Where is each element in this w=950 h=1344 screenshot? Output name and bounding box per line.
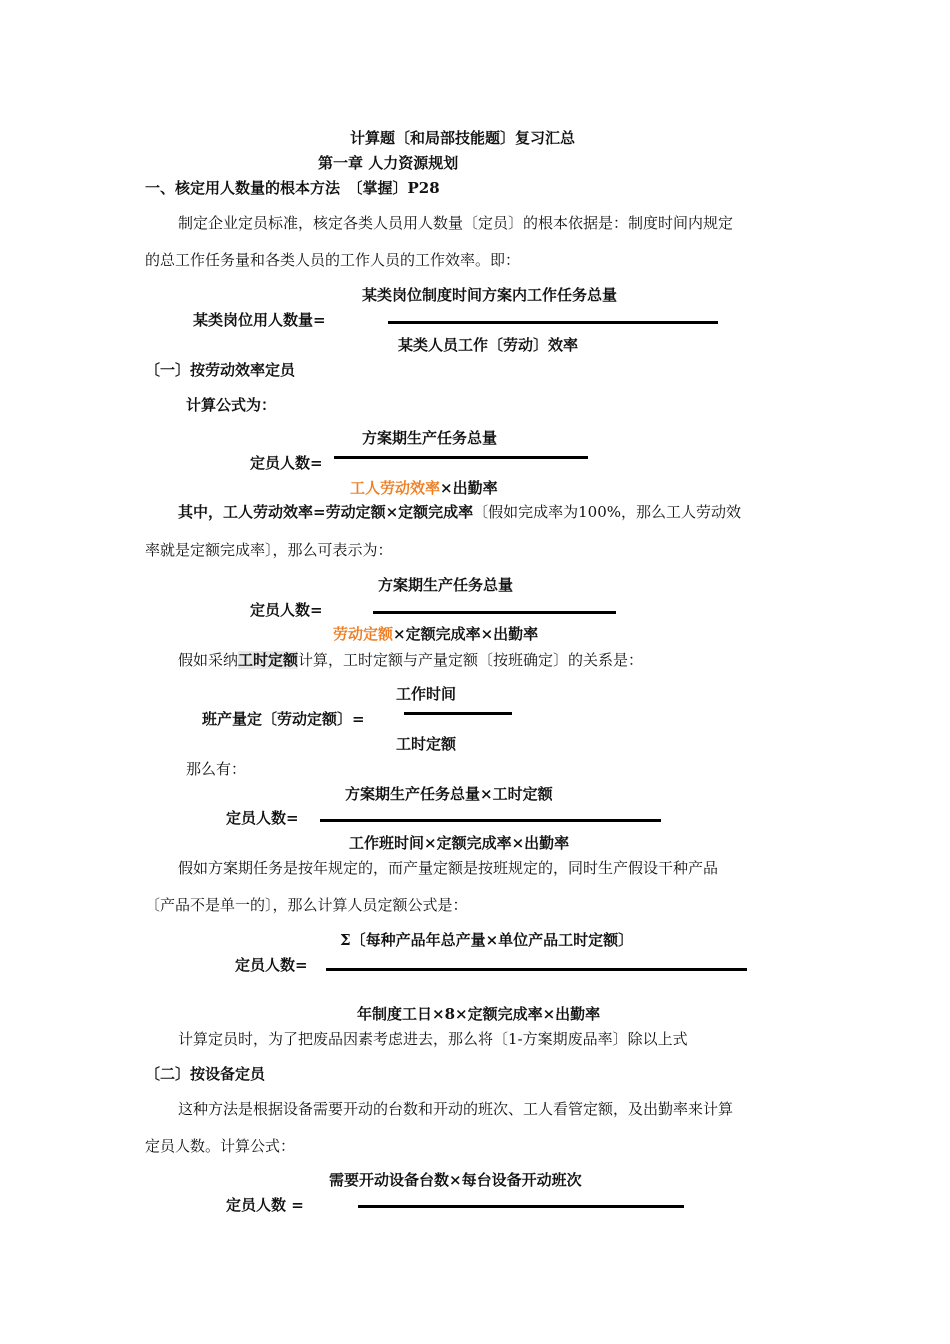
highlighted-term: 劳动定额 — [333, 625, 394, 643]
formula-denominator: 年制度工日×8×定额完成率×出勤率 — [357, 1005, 601, 1023]
formula-lhs: 定员人数= — [250, 454, 323, 472]
document-title: 计算题〔和局部技能题〕复习汇总 — [350, 129, 576, 147]
fraction-bar — [388, 321, 718, 324]
fraction-bar — [373, 611, 616, 614]
bold-text: 其中，工人劳动效率=劳动定额×定额完成率 — [178, 503, 474, 521]
paragraph-line: 这种方法是根据设备需要开动的台数和开动的班次、工人看管定额，及出勤率来计算 — [178, 1100, 734, 1118]
formula-numerator: 需要开动设备台数×每台设备开动班次 — [329, 1171, 582, 1189]
denominator-rest: ×出勤率 — [440, 479, 498, 497]
paragraph-line: 那么有： — [186, 760, 247, 778]
formula-denominator: 工作班时间×定额完成率×出勤率 — [349, 834, 570, 852]
formula-lhs: 定员人数= — [250, 601, 323, 619]
fraction-bar — [326, 968, 747, 971]
highlighted-term: 工人劳动效率 — [350, 479, 441, 497]
fraction-bar — [358, 1205, 684, 1208]
formula-denominator: 工时定额 — [396, 735, 457, 753]
fraction-bar — [334, 456, 588, 459]
fraction-bar — [320, 819, 661, 822]
formula-numerator: 方案期生产任务总量×工时定额 — [345, 785, 553, 803]
formula-lhs: 定员人数= — [235, 956, 308, 974]
formula-numerator: 工作时间 — [396, 685, 457, 703]
formula-denominator — [350, 478, 498, 498]
fraction-bar — [404, 712, 512, 715]
formula-numerator: Σ〔每种产品年总产量×单位产品工时定额〕 — [340, 931, 634, 949]
formula-numerator: 某类岗位制度时间方案内工作任务总量 — [362, 286, 618, 304]
subsection-heading: 〔二〕按设备定员 — [145, 1065, 266, 1083]
plain-text: 假如采纳 — [178, 651, 239, 669]
formula-lhs: 定员人数 = — [226, 1196, 304, 1214]
formula-lhs: 某类岗位用人数量= — [193, 311, 326, 329]
formula-numerator: 方案期生产任务总量 — [378, 576, 514, 594]
plain-text: 〔假如完成率为100%，那么工人劳动效 — [473, 503, 742, 521]
section-heading: 一、核定用人数量的根本方法 〔掌握〕P28 — [145, 179, 440, 197]
paragraph-line: 〔产品不是单一的〕，那么计算人员定额公式是： — [145, 896, 468, 914]
formula-denominator: 某类人员工作〔劳动〕效率 — [398, 336, 579, 354]
paragraph-line: 率就是定额完成率〕，那么可表示为： — [145, 541, 393, 559]
paragraph-line: 的总工作任务量和各类人员的工作人员的工作效率。即： — [145, 251, 521, 269]
paragraph-line — [178, 502, 741, 522]
formula-denominator — [333, 624, 538, 644]
plain-text: 计算，工时定额与产量定额〔按班确定〕的关系是： — [298, 651, 644, 669]
formula-numerator: 方案期生产任务总量 — [362, 429, 498, 447]
paragraph-line: 制定企业定员标准，核定各类人员用人数量〔定员〕的根本依据是：制度时间内规定 — [178, 214, 734, 232]
formula-lhs: 定员人数= — [226, 809, 299, 827]
highlighted-text: 工时定额 — [238, 651, 299, 669]
denominator-rest: ×定额完成率×出勤率 — [393, 625, 539, 643]
paragraph-line: 假如方案期任务是按年规定的，而产量定额是按班规定的，同时生产假设干种产品 — [178, 859, 719, 877]
paragraph-line: 计算定员时，为了把废品因素考虑进去，那么将〔1-方案期废品率〕除以上式 — [178, 1030, 688, 1048]
paragraph-line — [178, 650, 643, 670]
subsection-heading: 〔一〕按劳动效率定员 — [145, 361, 296, 379]
chapter-heading: 第一章 人力资源规划 — [318, 154, 459, 172]
paragraph-line: 定员人数。计算公式： — [145, 1137, 296, 1155]
calc-label: 计算公式为： — [186, 396, 277, 414]
formula-lhs: 班产量定〔劳动定额〕= — [202, 710, 365, 728]
